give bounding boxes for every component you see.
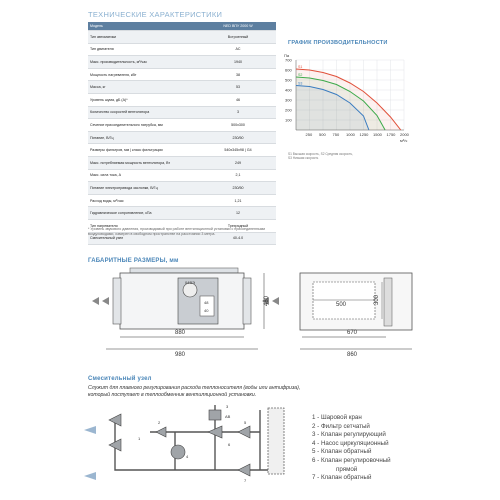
- valve-label: АВ: [225, 414, 231, 419]
- spec-value: 46: [200, 93, 276, 106]
- legend-line-2: S3 Низшая скорость: [288, 156, 319, 161]
- spec-value: 40-4.0: [200, 232, 276, 245]
- spec-label: Питание, В/Гц: [88, 131, 200, 144]
- part-item: 6 - Клапан регулировочный: [312, 456, 391, 464]
- y-tick-label: 500: [285, 77, 292, 83]
- mixing-desc-line-1: Служит для плавного регулирования расхода теплоносителя (воды или антифриза),: [88, 385, 301, 391]
- part-number: 2: [158, 420, 161, 425]
- x-axis-label: м³/ч: [400, 138, 408, 143]
- part-numbers: [138, 404, 247, 483]
- spec-label: Количество скоростей вентилятора: [88, 106, 200, 119]
- spec-value: 2,1: [200, 169, 276, 182]
- y-tick-label: 600: [285, 67, 292, 73]
- y-tick-label: 100: [285, 117, 292, 123]
- spec-label: Смесительный узел: [88, 232, 200, 245]
- spec-label: Тип нагревателя: [88, 219, 200, 232]
- spec-value: 3: [200, 106, 276, 119]
- y-tick-label: 700: [285, 57, 292, 63]
- spec-label: Масса, кг: [88, 81, 200, 94]
- part-item: 1 - Шаровой кран: [312, 414, 362, 421]
- dim-880: 880: [175, 330, 186, 336]
- part-number: 1: [138, 436, 141, 441]
- parts-list: [312, 414, 391, 483]
- chart-title: ГРАФИК ПРОИЗВОДИТЕЛЬНОСТИ: [288, 40, 388, 46]
- part-item: 5 - Клапан обратный: [312, 448, 372, 456]
- dimensions-title: ГАБАРИТНЫЕ РАЗМЕРЫ, мм: [88, 258, 179, 264]
- part-item: прямой: [336, 465, 358, 473]
- check-valve: [238, 464, 250, 476]
- spec-value: 540x345x98 | G4: [200, 144, 276, 157]
- spec-label: Гидравлическое сопротивление, кПа: [88, 207, 200, 220]
- flow-arrow: [84, 426, 96, 434]
- panel-label-b: 40: [204, 308, 209, 313]
- spec-value: 1,21: [200, 194, 276, 207]
- spec-label: Тип двигателя: [88, 43, 200, 56]
- y-tick-label: 400: [285, 87, 292, 93]
- spec-value: 1940: [200, 56, 276, 69]
- series-label: S2: [298, 73, 303, 77]
- dim-980: 980: [175, 352, 186, 358]
- part-number: 6: [228, 442, 231, 447]
- panel-label-c: 04ВЭ: [185, 280, 195, 285]
- spec-value: 38: [200, 68, 276, 81]
- spec-label: Размеры фильтров, мм | класс фильтрации: [88, 144, 200, 157]
- x-tick-label: 1000: [346, 132, 355, 137]
- spec-label: Макс. сила тока, А: [88, 169, 200, 182]
- dim-670: 670: [347, 330, 358, 336]
- page-title: ТЕХНИЧЕСКИЕ ХАРАКТЕРИСТИКИ: [88, 10, 223, 19]
- spec-label: Тип автоматики: [88, 31, 200, 44]
- x-tick-label: 500: [319, 132, 326, 137]
- dim-500: 500: [336, 302, 347, 308]
- spec-value: Встроенный: [200, 31, 276, 44]
- spec-value: 230/50: [200, 182, 276, 195]
- x-tick-label: 1750: [386, 132, 396, 137]
- part-number: 3: [226, 404, 229, 409]
- spec-value: 230/50: [200, 131, 276, 144]
- check-valve: [238, 426, 250, 438]
- part-number: 4: [186, 454, 189, 459]
- x-tick-label: 750: [332, 132, 340, 137]
- panel-label-a: 48: [204, 300, 209, 305]
- legend-line-1: S1 Высшая скорость, S2 Средняя скорость,: [288, 152, 354, 156]
- strainer-filter: [156, 427, 166, 437]
- spec-value: 249: [200, 156, 276, 169]
- part-item: 3 - Клапан регулирующий: [312, 431, 386, 439]
- x-tick-label: 1500: [373, 132, 382, 137]
- x-tick-label: 2000: [400, 132, 409, 137]
- spec-value: 500x300: [200, 119, 276, 132]
- part-item: 2 - Фильтр сетчатый: [312, 422, 370, 430]
- spec-value: 53: [200, 81, 276, 94]
- dim-860: 860: [347, 352, 358, 358]
- spec-label: Питание электропривода заслонки, В/Гц: [88, 182, 200, 195]
- dim-480: 480: [264, 295, 270, 306]
- mixing-unit-title: Смесительный узел: [88, 376, 152, 382]
- valve-actuator: [209, 410, 221, 420]
- dim-300: 300: [374, 294, 380, 305]
- spec-value: AC: [200, 43, 276, 56]
- flow-arrow: [84, 472, 96, 480]
- spec-label: Макс. производительность, м³/час: [88, 56, 200, 69]
- spec-label: Макс. потребляемая мощность вентилятора, Вт: [88, 156, 200, 169]
- y-tick-label: 200: [285, 107, 292, 113]
- x-tick-label: 250: [305, 132, 313, 137]
- spec-value: NED ВПУ 2000 W: [200, 22, 276, 31]
- series-label: S3: [298, 81, 303, 86]
- part-item: 7 - Клапан обратный: [312, 474, 372, 482]
- part-item: 4 - Насос циркуляционный: [312, 439, 389, 447]
- spec-label: Сечение присоединительного патрубка, мм: [88, 119, 200, 132]
- circulation-pump: [171, 445, 185, 459]
- y-tick-label: 300: [285, 97, 292, 103]
- series-label: S1: [298, 65, 303, 69]
- x-tick-label: 1250: [359, 132, 369, 137]
- spec-label: Модель: [88, 22, 200, 31]
- part-number: 7: [244, 478, 247, 483]
- spec-value: 12: [200, 207, 276, 220]
- heat-exchanger: [268, 408, 284, 474]
- spec-label: Уровень шума, дБ (А)*: [88, 93, 200, 106]
- spec-label: Расход воды, м³/час: [88, 194, 200, 207]
- part-number: 5: [244, 420, 247, 425]
- spec-value: Трехрядный: [200, 219, 276, 232]
- y-axis-label: Па: [284, 53, 290, 58]
- spec-footnote: * Уровень звукового давления, производимый при работе вентиляционной установки с присоединенными воздуховодами, измерен в свободном пространстве на расстоянии 3 метра.: [88, 227, 266, 236]
- spec-label: Мощность нагревателя, кВт: [88, 68, 200, 81]
- mixing-desc-line-2: который поступает в теплообменник вентиляционной установки.: [88, 391, 257, 398]
